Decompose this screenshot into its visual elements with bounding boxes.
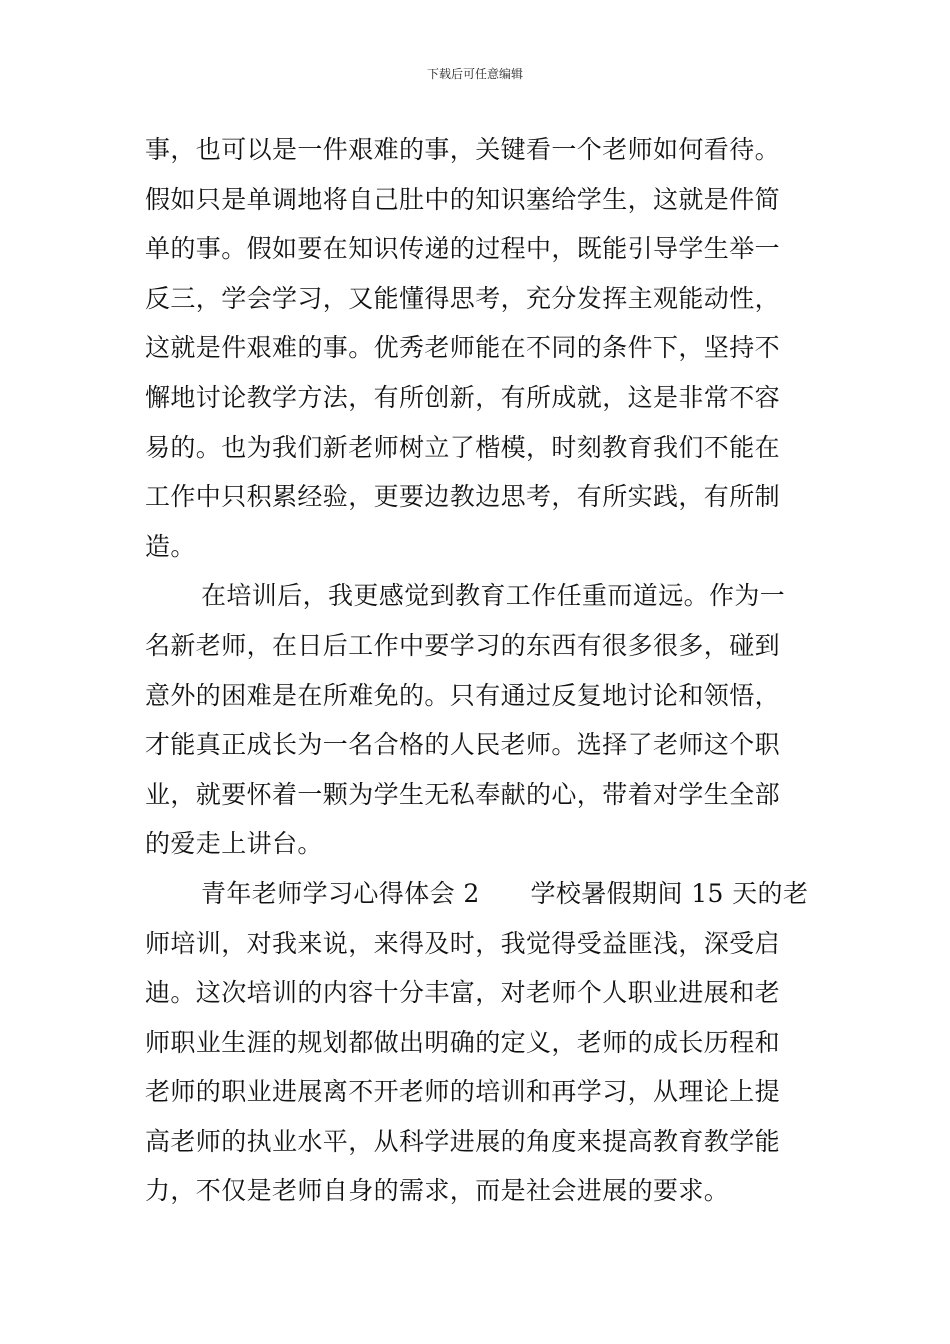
text-line: 师职业生涯的规划都做出明确的定义，老师的成长历程和: [145, 1027, 781, 1057]
text-line: 意外的困难是在所难免的。只有通过反复地讨论和领悟，: [145, 680, 781, 710]
text-line: 老师的职业进展离不开老师的培训和再学习，从理论上提: [145, 1077, 781, 1107]
text-line: 这就是件艰难的事。优秀老师能在不同的条件下，坚持不: [145, 333, 781, 363]
text-line: 业，就要怀着一颗为学生无私奉献的心，带着对学生全部: [145, 779, 781, 809]
text-line: 单的事。假如要在知识传递的过程中，既能引导学生举一: [145, 234, 781, 264]
paragraph-start-line: 青年老师学习心得体会 2 学校暑假期间 15 天的老: [201, 878, 809, 908]
text-line: 事，也可以是一件艰难的事，关键看一个老师如何看待。: [145, 135, 781, 164]
text-line: 师培训，对我来说，来得及时，我觉得受益匪浅，深受启: [145, 928, 781, 958]
text-line: 工作中只积累经验，更要边教边思考，有所实践，有所制: [145, 482, 781, 512]
text-line: 力，不仅是老师自身的需求，而是社会进展的要求。: [145, 1176, 730, 1206]
text-line: 的爱走上讲台。: [145, 829, 323, 859]
document-body: [145, 125, 807, 1216]
text-line: 才能真正成长为一名合格的人民老师。选择了老师这个职: [145, 730, 781, 760]
header-note: 下载后可任意编辑: [426, 67, 523, 81]
text-line: 高老师的执业水平，从科学进展的角度来提高教育教学能: [145, 1126, 781, 1156]
text-line: 迪。这次培训的内容十分丰富，对老师个人职业进展和老: [145, 978, 781, 1008]
text-line: 易的。也为我们新老师树立了楷模，时刻教育我们不能在: [145, 432, 781, 462]
text-line: 懈地讨论教学方法，有所创新，有所成就，这是非常不容: [145, 382, 781, 412]
text-line: 假如只是单调地将自己肚中的知识塞给学生，这就是件简: [145, 184, 781, 214]
text-line: 反三，学会学习，又能懂得思考，充分发挥主观能动性，: [145, 283, 781, 313]
paragraph-start-line: 在培训后，我更感觉到教育工作任重而道远。作为一: [201, 581, 786, 611]
text-line: 名新老师，在日后工作中要学习的东西有很多很多，碰到: [145, 630, 781, 660]
text-line: 造。: [145, 531, 196, 561]
